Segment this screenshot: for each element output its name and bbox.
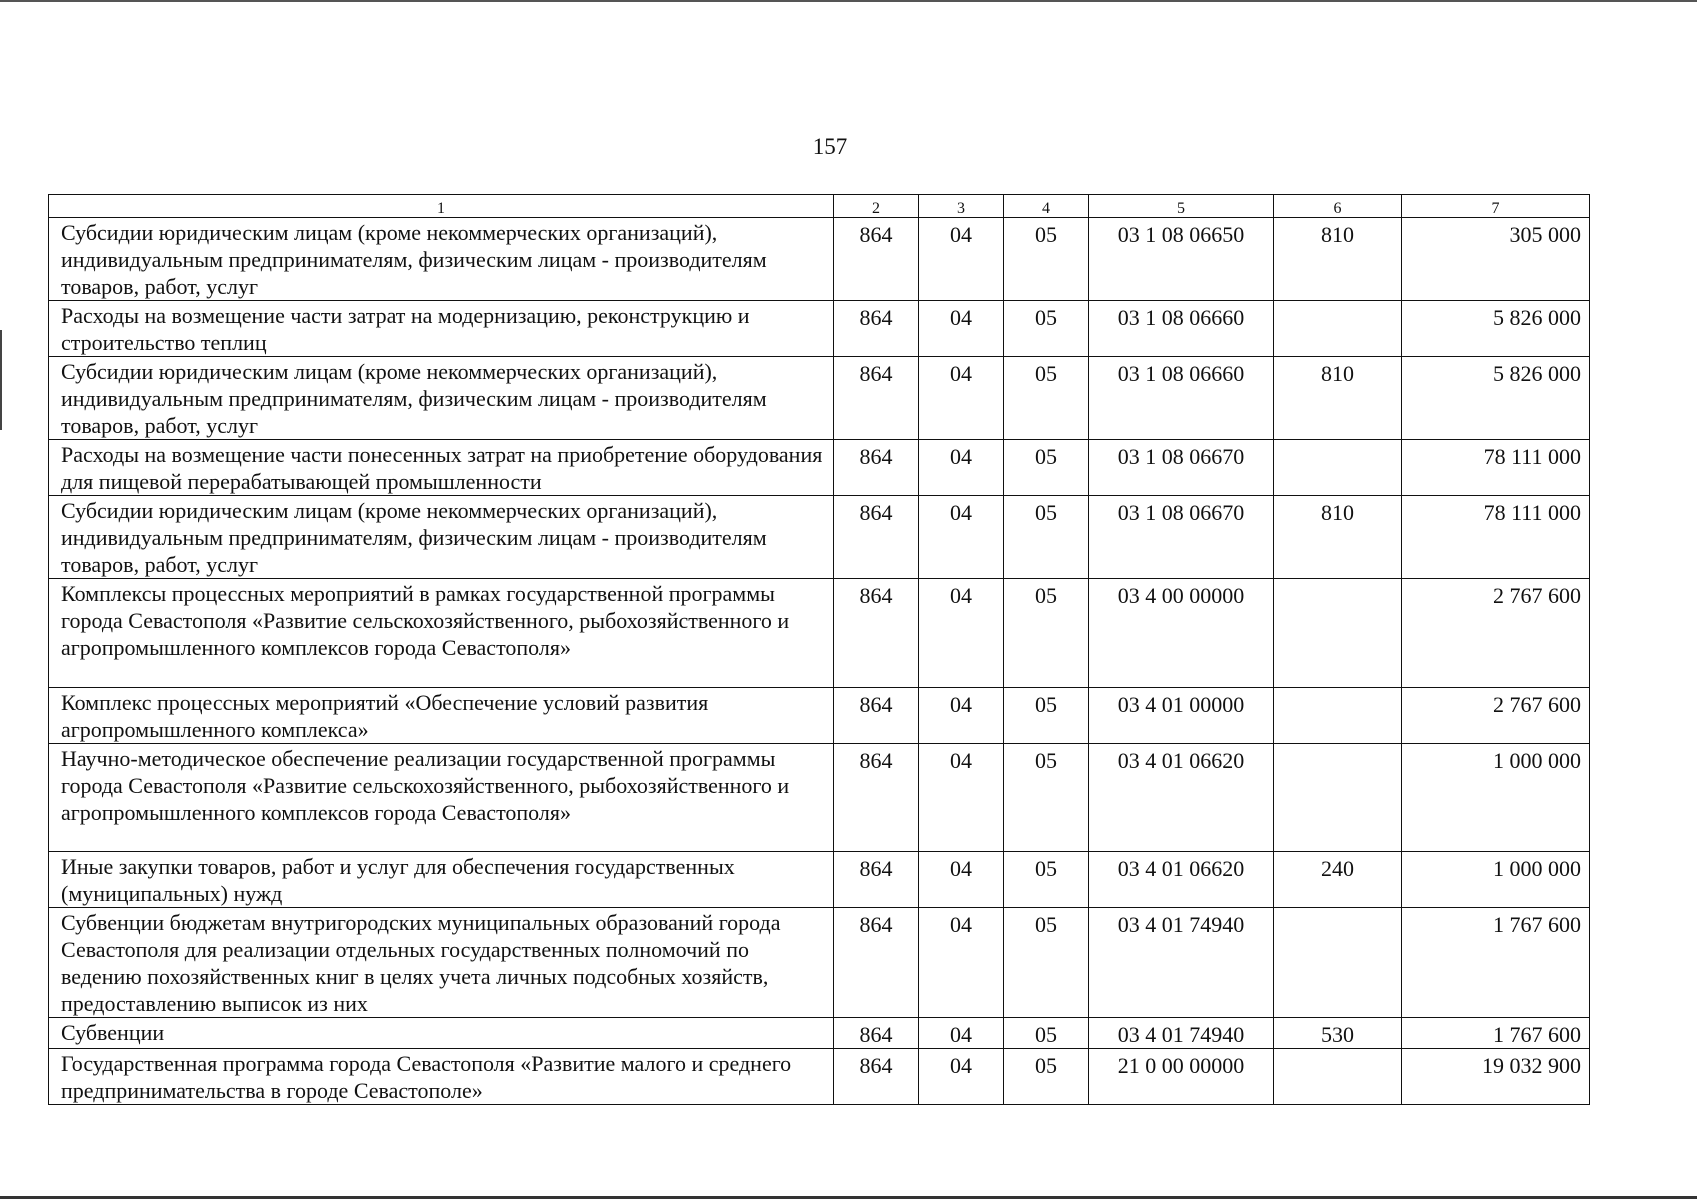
row-col2: 864 <box>834 688 919 744</box>
row-col2: 864 <box>834 301 919 357</box>
row-col6: 810 <box>1274 496 1402 579</box>
row-col4: 05 <box>1004 440 1089 496</box>
row-amount: 2 767 600 <box>1402 579 1590 688</box>
scan-edge-bottom <box>0 1196 1697 1199</box>
row-col3: 04 <box>919 440 1004 496</box>
row-amount: 5 826 000 <box>1402 357 1590 440</box>
row-col4: 05 <box>1004 1049 1089 1105</box>
row-col4: 05 <box>1004 908 1089 1018</box>
row-col6: 530 <box>1274 1018 1402 1049</box>
row-name: Комплексы процессных мероприятий в рамках государственной программы города Севастополя «Развитие сельскохозяйственного, рыбохозяйственного и агропромышленного комплексов города Севастополя» <box>49 579 834 688</box>
row-col3: 04 <box>919 218 1004 301</box>
table-row <box>49 357 1590 440</box>
row-col2: 864 <box>834 1049 919 1105</box>
table-row <box>49 908 1590 1018</box>
table-row <box>49 496 1590 579</box>
row-col3: 04 <box>919 852 1004 908</box>
row-col5: 03 4 00 00000 <box>1089 579 1274 688</box>
row-col6 <box>1274 579 1402 688</box>
scan-edge-top <box>0 0 1697 2</box>
row-col5: 03 4 01 06620 <box>1089 852 1274 908</box>
table-row <box>49 744 1590 852</box>
row-col2: 864 <box>834 357 919 440</box>
row-col5: 03 1 08 06670 <box>1089 440 1274 496</box>
row-col6 <box>1274 440 1402 496</box>
row-col4: 05 <box>1004 688 1089 744</box>
table-row <box>49 301 1590 357</box>
row-name: Иные закупки товаров, работ и услуг для обеспечения государственных (муниципальных) нужд <box>49 852 834 908</box>
row-col4: 05 <box>1004 218 1089 301</box>
row-col5: 03 4 01 74940 <box>1089 1018 1274 1049</box>
row-col2: 864 <box>834 579 919 688</box>
row-amount: 305 000 <box>1402 218 1590 301</box>
row-col5: 03 1 08 06660 <box>1089 301 1274 357</box>
row-name: Научно-методическое обеспечение реализации государственной программы города Севастополя «Развитие сельскохозяйственного, рыбохозяйственного и агропромышленного комплексов города Севастополя» <box>49 744 834 852</box>
row-col3: 04 <box>919 688 1004 744</box>
row-name: Субвенции бюджетам внутригородских муниципальных образований города Севастополя для реализации отдельных государственных полномочий по ведению похозяйственных книг в целях учета личных подсобных хозяйств, предоставлению выписок из них <box>49 908 834 1018</box>
row-col2: 864 <box>834 852 919 908</box>
row-col4: 05 <box>1004 1018 1089 1049</box>
row-col3: 04 <box>919 744 1004 852</box>
row-col5: 03 1 08 06650 <box>1089 218 1274 301</box>
row-amount: 19 032 900 <box>1402 1049 1590 1105</box>
row-col6: 810 <box>1274 357 1402 440</box>
row-name: Субсидии юридическим лицам (кроме некоммерческих организаций), индивидуальным предпринимателям, физическим лицам - производителям товаров, работ, услуг <box>49 357 834 440</box>
row-amount: 1 767 600 <box>1402 1018 1590 1049</box>
row-name: Комплекс процессных мероприятий «Обеспечение условий развития агропромышленного комплекса» <box>49 688 834 744</box>
row-col2: 864 <box>834 496 919 579</box>
row-col6 <box>1274 301 1402 357</box>
row-amount: 2 767 600 <box>1402 688 1590 744</box>
row-col6 <box>1274 1049 1402 1105</box>
row-col5: 03 4 01 00000 <box>1089 688 1274 744</box>
row-col4: 05 <box>1004 852 1089 908</box>
row-col5: 03 1 08 06670 <box>1089 496 1274 579</box>
row-amount: 78 111 000 <box>1402 496 1590 579</box>
row-col5: 03 4 01 06620 <box>1089 744 1274 852</box>
row-col4: 05 <box>1004 496 1089 579</box>
row-col6 <box>1274 688 1402 744</box>
page-number: 157 <box>812 134 848 159</box>
row-name: Расходы на возмещение части затрат на модернизацию, реконструкцию и строительство теплиц <box>49 301 834 357</box>
row-col2: 864 <box>834 744 919 852</box>
table-row <box>49 688 1590 744</box>
row-col3: 04 <box>919 579 1004 688</box>
row-col3: 04 <box>919 1018 1004 1049</box>
table-row <box>49 852 1590 908</box>
row-col4: 05 <box>1004 579 1089 688</box>
row-col2: 864 <box>834 218 919 301</box>
table-row <box>49 1049 1590 1105</box>
column-header-2: 2 <box>834 195 919 218</box>
row-name: Государственная программа города Севастополя «Развитие малого и среднего предпринимательства в городе Севастополе» <box>49 1049 834 1105</box>
column-header-6: 6 <box>1274 195 1402 218</box>
scan-edge-left <box>0 330 2 430</box>
row-name: Субсидии юридическим лицам (кроме некоммерческих организаций), индивидуальным предпринимателям, физическим лицам - производителям товаров, работ, услуг <box>49 218 834 301</box>
row-col4: 05 <box>1004 357 1089 440</box>
row-col2: 864 <box>834 1018 919 1049</box>
row-amount: 1 000 000 <box>1402 852 1590 908</box>
column-header-5: 5 <box>1089 195 1274 218</box>
row-col5: 03 1 08 06660 <box>1089 357 1274 440</box>
row-col3: 04 <box>919 496 1004 579</box>
column-header-4: 4 <box>1004 195 1089 218</box>
row-amount: 78 111 000 <box>1402 440 1590 496</box>
row-col6: 240 <box>1274 852 1402 908</box>
row-col4: 05 <box>1004 301 1089 357</box>
table-row <box>49 579 1590 688</box>
row-col3: 04 <box>919 908 1004 1018</box>
row-amount: 5 826 000 <box>1402 301 1590 357</box>
row-amount: 1 767 600 <box>1402 908 1590 1018</box>
row-col5: 03 4 01 74940 <box>1089 908 1274 1018</box>
table-header-row <box>49 195 1590 218</box>
row-name: Субвенции <box>49 1018 834 1049</box>
row-col3: 04 <box>919 301 1004 357</box>
column-header-3: 3 <box>919 195 1004 218</box>
row-col3: 04 <box>919 1049 1004 1105</box>
row-col2: 864 <box>834 440 919 496</box>
row-col5: 21 0 00 00000 <box>1089 1049 1274 1105</box>
row-amount: 1 000 000 <box>1402 744 1590 852</box>
row-name: Субсидии юридическим лицам (кроме некоммерческих организаций), индивидуальным предпринимателям, физическим лицам - производителям товаров, работ, услуг <box>49 496 834 579</box>
row-col4: 05 <box>1004 744 1089 852</box>
row-name: Расходы на возмещение части понесенных затрат на приобретение оборудования для пищевой перерабатывающей промышленности <box>49 440 834 496</box>
row-col6 <box>1274 744 1402 852</box>
table-row <box>49 1018 1590 1049</box>
row-col3: 04 <box>919 357 1004 440</box>
row-col6: 810 <box>1274 218 1402 301</box>
row-col2: 864 <box>834 908 919 1018</box>
column-header-7: 7 <box>1402 195 1590 218</box>
budget-table <box>48 194 1590 1105</box>
table-row <box>49 440 1590 496</box>
row-col6 <box>1274 908 1402 1018</box>
column-header-1: 1 <box>49 195 834 218</box>
table-row <box>49 218 1590 301</box>
